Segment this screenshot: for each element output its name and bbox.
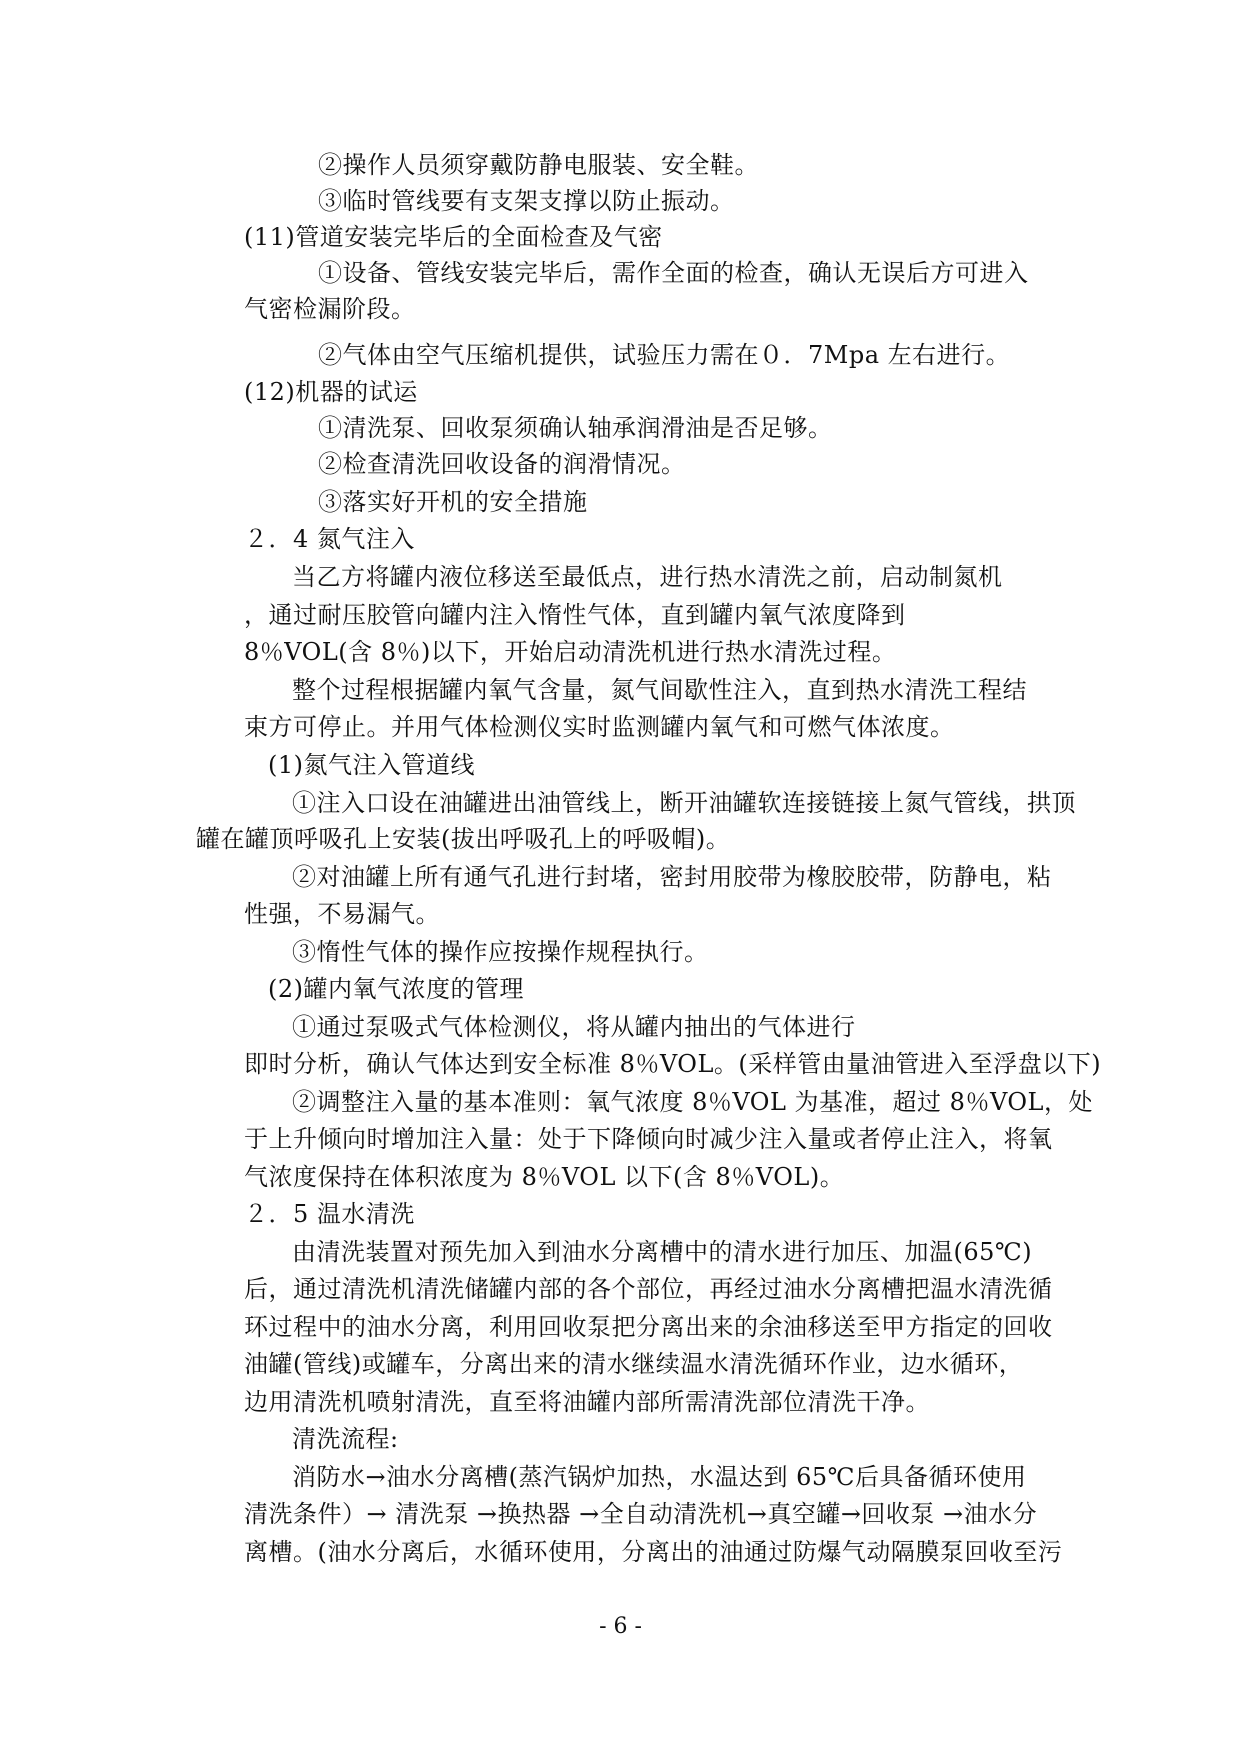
text-line: ③落实好开机的安全措施 (318, 488, 588, 516)
text-line: 8％VOL(含 8％)以下，开始启动清洗机进行热水清洗过程。 (244, 638, 897, 666)
text-line: ①注入口设在油罐进出油管线上，断开油罐软连接链接上氮气管线，拱顶 (292, 789, 1076, 817)
text-line: ③临时管线要有支架支撑以防止振动。 (318, 187, 735, 215)
text-line: ②检查清洗回收设备的润滑情况。 (318, 450, 686, 478)
text-line: 于上升倾向时增加注入量：处于下降倾向时减少注入量或者停止注入，将氧 (244, 1125, 1053, 1153)
section-heading: (12)机器的试运 (244, 378, 418, 406)
text-line: ①设备、管线安装完毕后，需作全面的检查，确认无误后方可进入 (318, 259, 1029, 287)
text-line: ①通过泵吸式气体检测仪，将从罐内抽出的气体进行 (292, 1013, 856, 1041)
text-line: ②调整注入量的基本准则：氧气浓度 8％VOL 为基准，超过 8％VOL，处 (292, 1088, 1093, 1116)
text-line: 性强，不易漏气。 (244, 900, 440, 928)
text-line: 油罐(管线)或罐车，分离出来的清水继续温水清洗循环作业，边水循环， (244, 1350, 1024, 1378)
text-line: 即时分析，确认气体达到安全标准 8％VOL。(采样管由量油管进入至浮盘以下) (244, 1050, 1102, 1078)
section-heading: (1)氮气注入管道线 (268, 751, 475, 779)
text-line: 离槽。(油水分离后，水循环使用，分离出的油通过防爆气动隔膜泵回收至污 (244, 1538, 1063, 1566)
text-line: 后，通过清洗机清洗储罐内部的各个部位，再经过油水分离槽把温水清洗循 (244, 1275, 1053, 1303)
text-line: 边用清洗机喷射清洗，直至将油罐内部所需清洗部位清洗干净。 (244, 1388, 930, 1416)
text-line: 气浓度保持在体积浓度为 8％VOL 以下(含 8％VOL)。 (244, 1163, 845, 1191)
section-heading: (11)管道安装完毕后的全面检查及气密 (244, 223, 663, 251)
text-line: 整个过程根据罐内氧气含量，氮气间歇性注入，直到热水清洗工程结 (292, 676, 1027, 704)
text-line: 消防水→油水分离槽(蒸汽锅炉加热，水温达到 65℃后具备循环使用 (292, 1463, 1027, 1491)
text-line: 气密检漏阶段。 (244, 295, 416, 323)
text-line: ①清洗泵、回收泵须确认轴承润滑油是否足够。 (318, 414, 833, 442)
section-heading: ２．4 氮气注入 (244, 525, 415, 553)
text-line: ②气体由空气压缩机提供，试验压力需在０．7Mpa 左右进行。 (318, 341, 1011, 369)
text-line: 当乙方将罐内液位移送至最低点，进行热水清洗之前，启动制氮机 (292, 563, 1003, 591)
text-line: ，通过耐压胶管向罐内注入惰性气体，直到罐内氧气浓度降到 (244, 601, 906, 629)
text-line: 罐在罐顶呼吸孔上安装(拔出呼吸孔上的呼吸帽)。 (196, 825, 731, 853)
text-line: ③惰性气体的操作应按操作规程执行。 (292, 938, 709, 966)
text-line: ②对油罐上所有通气孔进行封堵，密封用胶带为橡胶胶带，防静电，粘 (292, 863, 1052, 891)
text-line: 环过程中的油水分离，利用回收泵把分离出来的余油移送至甲方指定的回收 (244, 1313, 1053, 1341)
page-number: - 6 - (599, 1614, 642, 1639)
text-line: 清洗条件）→ 清洗泵 →换热器 →全自动清洗机→真空罐→回收泵 →油水分 (244, 1500, 1038, 1528)
text-line: ②操作人员须穿戴防静电服装、安全鞋。 (318, 151, 759, 179)
section-heading: ２．5 温水清洗 (244, 1200, 415, 1228)
section-heading: (2)罐内氧气浓度的管理 (268, 975, 524, 1003)
text-line: 束方可停止。并用气体检测仪实时监测罐内氧气和可燃气体浓度。 (244, 713, 955, 741)
text-line: 由清洗装置对预先加入到油水分离槽中的清水进行加压、加温(65℃) (292, 1238, 1033, 1266)
text-line: 清洗流程: (292, 1425, 399, 1453)
